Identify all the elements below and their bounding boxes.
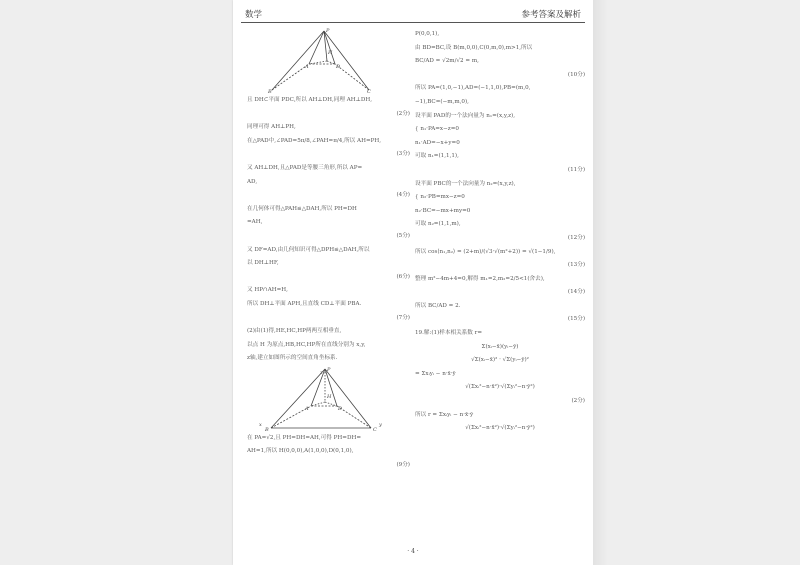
right-line-5: −1),BC=(−m,m,0),: [415, 98, 469, 105]
right-line-21: √(Σxᵢ²−n·x̄²)·√(Σyᵢ²−n·ȳ²): [465, 384, 535, 391]
left-line-13: 以点 H 为原点,HB,HC,HP所在直线分别为 x,y,: [247, 341, 366, 348]
right-points-5: (14分): [567, 289, 585, 296]
right-points-4: (13分): [567, 262, 585, 269]
fig2-label-h: H: [327, 393, 332, 400]
left-column: [247, 28, 410, 473]
fig1-label-c: C: [367, 89, 371, 94]
page-header: [241, 8, 585, 22]
right-line-11: { n₂·PB=mx−z=0: [415, 194, 465, 201]
fig1-label-b: B: [268, 89, 272, 94]
right-points-2: (11分): [567, 166, 585, 173]
right-line-14: 所以 cos⟨n₁,n₂⟩ = (2+m)/(√3·√(m²+2)) = √(1−1/9),: [415, 248, 556, 255]
right-line-15: 整理 m²−4m+4=0,解得 m₁=2,m₂=2/5<1(舍去),: [415, 275, 545, 282]
right-line-16: 所以 BC/AD = 2.: [415, 302, 461, 309]
fig2-label-a: A: [305, 405, 309, 412]
fig2-label-y: y: [379, 421, 382, 428]
left-line-16: AH=1,所以 H(0,0,0),A(1,0,0),D(0,1,0),: [247, 448, 354, 455]
right-column: [415, 28, 585, 436]
right-line-2: 由 BD=BC,设 B(m,0,0),C(0,m,0),m>1,所以: [415, 44, 533, 51]
left-line-2: 同理可得 AH⊥PH,: [247, 124, 296, 131]
right-points-1: (10分): [567, 71, 585, 78]
right-points-7: (2分): [571, 398, 585, 405]
fig2-label-x: x: [259, 421, 262, 428]
right-line-23: √(Σxᵢ²−n·x̄²)·√(Σyᵢ²−n·ȳ²): [465, 425, 535, 432]
header-rule: [241, 22, 585, 23]
left-points-7: (9分): [396, 462, 410, 469]
right-line-7: { n₁·PA=x−z=0: [415, 126, 459, 133]
page-edge-shadow: [593, 0, 608, 565]
left-points-5: (6分): [396, 273, 410, 280]
right-line-13: 可取 n₂=(1,1,m),: [415, 221, 461, 228]
right-points-6: (15分): [567, 316, 585, 323]
left-points-2: (3分): [396, 151, 410, 158]
right-line-1: P(0,0,1),: [415, 31, 440, 37]
left-line-9: 以 DH⊥HF,: [247, 260, 279, 267]
header-subject: 数学: [245, 10, 263, 20]
right-line-22: 所以 r = Σxᵢyᵢ − n·x̄·ȳ: [415, 411, 474, 418]
left-line-4: 又 AH⊥DH,且△PAD是等腰三角形,所以 AP=: [247, 164, 363, 171]
right-line-9: 可取 n₁=(1,1,1),: [415, 153, 459, 160]
right-line-19: √Σ(xᵢ−x̄)² · √Σ(yᵢ−ȳ)²: [471, 357, 529, 364]
header-title: 参考答案及解析: [521, 10, 581, 20]
left-line-11: 所以 DH⊥平面 APH,且直线 CD⊥平面 PBA.: [247, 300, 362, 307]
right-line-20: = Σxᵢyᵢ − n·x̄·ȳ: [415, 370, 456, 377]
left-points-6: (7分): [396, 314, 410, 321]
left-line-14: z轴,建立如图所示的空间直角坐标系.: [247, 355, 338, 362]
fig2-label-c: C: [373, 426, 377, 432]
left-line-1: 且 DH⊂平面 PDC,所以 AH⊥DH,同理 AH⊥DH,: [247, 97, 373, 103]
document-page: [233, 0, 593, 565]
right-line-8: n₁·AD=−x+y=0: [415, 139, 460, 146]
fig2-label-p: P: [327, 366, 331, 373]
right-line-10: 设平面 PBC的一个法向量为 n₂=(x,y,z),: [415, 180, 516, 187]
fig1-label-d: D: [336, 64, 341, 70]
left-line-5: AD,: [247, 178, 258, 185]
fig2-label-z: z: [320, 369, 323, 376]
left-line-10: 又 HP∩AH=H,: [247, 287, 288, 294]
fig2-label-d: D: [338, 405, 343, 412]
right-line-12: n₂·BC=−mx+my=0: [415, 207, 471, 214]
fig1-label-p: P: [326, 28, 330, 34]
left-line-12: (2)由(1)得,HE,HC,HP两两互相垂直,: [247, 328, 342, 335]
right-line-6: 设平面 PAD的一个法向量为 n₁=(x,y,z),: [415, 112, 516, 119]
fig1-label-h: H: [328, 50, 333, 56]
left-line-15: 在 PA=√2,且 PH=DH=AH,可得 PH=DH=: [247, 434, 362, 441]
pyramid-figure-2: [247, 366, 410, 432]
right-line-3: BC/AD = √2m/√2 = m,: [415, 58, 479, 65]
right-line-18: Σ(xᵢ−x̄)(yᵢ−ȳ): [481, 343, 519, 350]
right-points-3: (12分): [567, 234, 585, 241]
fig2-label-b: B: [265, 426, 269, 432]
left-points-4: (5分): [396, 232, 410, 239]
left-points-1: (2分): [396, 110, 410, 117]
page-number: · 4 ·: [407, 548, 419, 555]
right-line-4: 所以 PA=(1,0,−1),AD=(−1,1,0),PB=(m,0,: [415, 85, 531, 92]
left-line-7: =AH,: [247, 219, 263, 226]
left-points-3: (4分): [396, 192, 410, 199]
left-line-3: 在△PAD中,∠PAD=5π/8,∠PAH=π/4,所以 AH=PH,: [247, 137, 382, 144]
pyramid-figure-1: [247, 28, 410, 94]
fig1-label-a: A: [305, 64, 309, 70]
left-line-8: 又 DF=AD,由几何知识可得△DPH≌△DAH,所以: [247, 246, 370, 253]
left-line-6: 在几何体可得△PAH≌△DAH,所以 PH=DH: [247, 205, 357, 212]
right-line-17: 19.解:(1)样本相关系数 r=: [415, 330, 482, 337]
